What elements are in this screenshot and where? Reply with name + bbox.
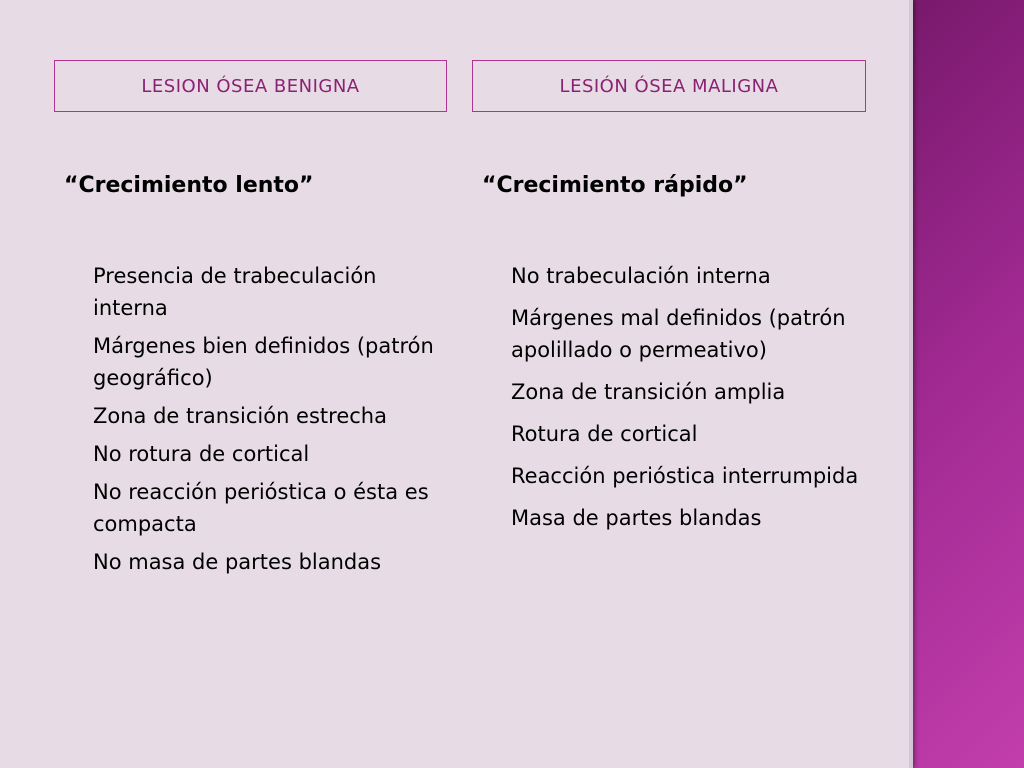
list-item <box>482 460 882 492</box>
list-item-text: Masa de partes blandas <box>511 506 762 530</box>
benign-column <box>64 166 454 584</box>
list-item-text: Márgenes mal definidos (patrón apolillado o permeativo) <box>511 306 846 362</box>
list-item-text: No rotura de cortical <box>93 442 310 466</box>
header-box-malignant <box>472 60 866 112</box>
benign-heading: “Crecimiento lento” <box>64 173 314 198</box>
list-item <box>482 418 882 450</box>
list-item-text: Presencia de trabeculación interna <box>93 264 377 320</box>
list-item <box>64 476 454 540</box>
malignant-heading: “Crecimiento rápido” <box>482 173 748 198</box>
malignant-column <box>482 166 882 544</box>
malignant-list <box>482 260 882 534</box>
benign-list <box>64 260 454 578</box>
list-item <box>482 260 882 292</box>
list-item <box>64 546 454 578</box>
list-item <box>64 438 454 470</box>
list-item-text: No trabeculación interna <box>511 264 771 288</box>
header-malignant-label: LESIÓN ÓSEA MALIGNA <box>559 75 779 97</box>
list-item <box>482 302 882 366</box>
list-item <box>64 330 454 394</box>
list-item-text: No masa de partes blandas <box>93 550 382 574</box>
list-item <box>482 376 882 408</box>
list-item <box>64 260 454 324</box>
header-box-benign <box>54 60 447 112</box>
list-item <box>64 400 454 432</box>
list-item-text: No reacción perióstica o ésta es compacta <box>93 480 429 536</box>
list-item <box>482 502 882 534</box>
list-item-text: Rotura de cortical <box>511 422 698 446</box>
list-item-text: Márgenes bien definidos (patrón geográfico) <box>93 334 434 390</box>
list-item-text: Zona de transición amplia <box>511 380 786 404</box>
list-item-text: Reacción perióstica interrumpida <box>511 464 859 488</box>
header-benign-label: LESION ÓSEA BENIGNA <box>141 75 360 97</box>
list-item-text: Zona de transición estrecha <box>93 404 387 428</box>
